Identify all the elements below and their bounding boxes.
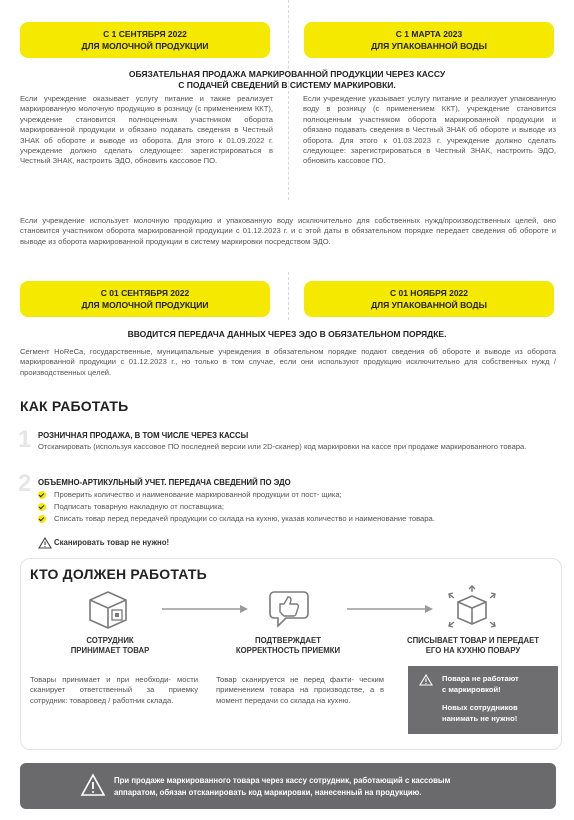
who-item-2-caption-line1: ПОДТВЕРЖДАЕТ (254, 636, 321, 645)
cashier-notice-line1: При продаже маркированного товара через кассу сотрудник, работающий с кассовым (114, 776, 451, 785)
step-1-text: Отсканировать (используя кассовое ПО последней версии или 2D-сканер) код маркировки на кассе при продаже маркированного товара. (38, 442, 527, 451)
date-box-water-label: ДЛЯ УПАКОВАННОЙ ВОДЫ (371, 41, 487, 51)
edo-box-water (304, 281, 554, 317)
date-box-water (304, 22, 554, 58)
who-item-2-caption (218, 636, 358, 656)
check-icon (38, 491, 46, 499)
step-2-bullet-1: Проверить количество и наименование маркированной продукции от пост- щика; (54, 490, 342, 499)
horeca-paragraph: Сегмент HoReCa, государственные, муниципальные учреждения в обязательном порядке подают сведения об обороте и выводе из оборота маркированной продукции с 01.12.2023 г., но только в том случае, если они используют продукцию исключительно для собственных нужд / производственных целей. (20, 347, 556, 377)
cashier-notice-line2: аппаратом, обязан отсканировать код маркировки, нанесенный на продукцию. (114, 788, 422, 797)
edo-box-water-label: ДЛЯ УПАКОВАННОЙ ВОДЫ (371, 300, 487, 310)
own-needs-paragraph: Если учреждение использует молочную продукцию и упакованную воду исключительно для собственных нужд/производственных целей, оно становится участником оборота маркированной продукции с 01.12.2023 г. и с этой даты в обязательном порядке передает сведения об обороте и выводе из оборота маркированной продукции в систему маркировки посредством ЭДО. (20, 216, 556, 246)
box-scan-icon (84, 588, 132, 630)
cashier-notice-banner (20, 763, 556, 809)
arrow-right-icon (160, 604, 250, 614)
step-2-bullet-3: Списать товар перед передачей продукции со склада на кухню, указав количество и наименование товара. (54, 514, 435, 523)
cooks-notice-box (408, 666, 558, 734)
edo-heading: ВВОДИТСЯ ПЕРЕДАЧА ДАННЫХ ЧЕРЕЗ ЭДО В ОБЯЗАТЕЛЬНОМ ПОРЯДКЕ. (127, 329, 447, 339)
cooks-notice-line2: с маркировкой! (442, 685, 501, 694)
cooks-notice-line1: Повара не работают (442, 674, 519, 683)
cooks-notice-line3: Новых сотрудников (442, 703, 518, 712)
who-item-2-text: Товар сканируется не перед факти- ческим применением товара на производстве, а в момент передачи со склада на кухню. (216, 675, 384, 705)
column-divider (288, 0, 289, 200)
edo-box-dairy (20, 281, 270, 317)
who-item-3-caption (392, 636, 554, 656)
step-2-bullet-2: Подписать товарную накладную от поставщика; (54, 502, 224, 511)
warning-icon (80, 773, 106, 797)
warning-icon (38, 537, 52, 549)
step-1-title: РОЗНИЧНАЯ ПРОДАЖА, В ТОМ ЧИСЛЕ ЧЕРЕЗ КАССЫ (38, 431, 249, 440)
edo-box-dairy-label: ДЛЯ МОЛОЧНОЙ ПРОДУКЦИИ (81, 300, 209, 310)
check-icon (38, 503, 46, 511)
who-item-1-caption (50, 636, 170, 656)
date-box-dairy-label: ДЛЯ МОЛОЧНОЙ ПРОДУКЦИИ (81, 41, 209, 51)
step-1-number: 1 (18, 426, 32, 453)
water-paragraph: Если учреждение указывает услугу питание и реализует упакованную воду в розницу (с применением ККТ), учреждение становится полноценным участником оборота маркированной продукции и обязано подавать сведения в Честный ЗНАК об обороте и выводе из оборота. Для этого к 01.03.2023 г. учреждение должно сделать следующее: зарегистрироваться в Честный ЗНАК, настроить ЭДО, обновить кассовое ПО. (303, 94, 556, 166)
who-must-work-title: КТО ДОЛЖЕН РАБОТАТЬ (30, 566, 207, 582)
mandatory-sale-heading (0, 69, 574, 91)
how-to-work-title: КАК РАБОТАТЬ (20, 398, 129, 414)
date-box-water-date: С 1 МАРТА 2023 (395, 29, 463, 39)
check-icon (38, 515, 46, 523)
date-box-dairy (20, 22, 270, 58)
box-arrows-icon (446, 584, 498, 632)
who-item-1-caption-line1: СОТРУДНИК (86, 636, 134, 645)
who-item-1-text: Товары принимает и при необходи- мости сканирует ответственный за приемку сотрудник: товаровед / работник склада. (30, 675, 198, 705)
thumbs-up-chat-icon (264, 588, 312, 632)
edo-box-water-date: С 01 НОЯБРЯ 2022 (389, 288, 468, 298)
column-divider-2 (288, 272, 289, 320)
mandatory-sale-heading-line2: С ПОДАЧЕЙ СВЕДЕНИЙ В СИСТЕМУ МАРКИРОВКИ. (178, 80, 396, 90)
warning-icon (419, 674, 433, 686)
date-box-dairy-date: С 1 СЕНТЯБРЯ 2022 (103, 29, 187, 39)
dairy-paragraph: Если учреждение оказывает услугу питание и также реализует маркированную молочную продукцию в розницу (с применением ККТ), учреждение становится полноценным участником оборота маркированной продукции и обязано подавать сведения в Честный ЗНАК об обороте и выводе из оборота. Для этого к 01.09.2022 г. учреждение должно сделать следующее: зарегистрироваться в Честный ЗНАК, настроить ЭДО, обновить кассовое ПО. (20, 94, 273, 166)
no-scan-note: Сканировать товар не нужно! (54, 538, 170, 547)
arrow-right-icon (345, 604, 435, 614)
mandatory-sale-heading-line1: ОБЯЗАТЕЛЬНАЯ ПРОДАЖА МАРКИРОВАННОЙ ПРОДУКЦИИ ЧЕРЕЗ КАССУ (128, 69, 446, 79)
edo-box-dairy-date: С 01 СЕНТЯБРЯ 2022 (100, 288, 190, 298)
who-item-3-caption-line2: ЕГО НА КУХНЮ ПОВАРУ (425, 646, 521, 655)
who-item-2-caption-line2: КОРРЕКТНОСТЬ ПРИЕМКИ (235, 646, 341, 655)
cooks-notice-line4: нанимать не нужно! (442, 714, 518, 723)
who-item-3-caption-line1: СПИСЫВАЕТ ТОВАР И ПЕРЕДАЕТ (406, 636, 540, 645)
step-2-title: ОБЪЕМНО-АРТИКУЛЬНЫЙ УЧЕТ. ПЕРЕДАЧА СВЕДЕНИЙ ПО ЭДО (38, 478, 291, 487)
who-item-1-caption-line2: ПРИНИМАЕТ ТОВАР (70, 646, 150, 655)
step-2-number: 2 (18, 470, 32, 497)
